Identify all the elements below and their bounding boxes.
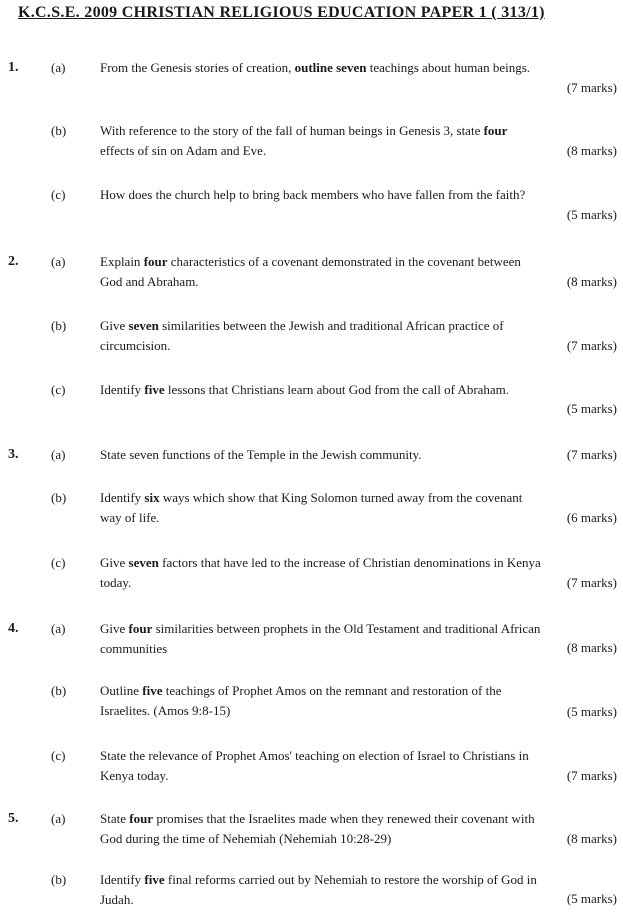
- question-text-line-2: Judah.: [100, 892, 134, 907]
- text-segment: teachings about human beings.: [366, 60, 531, 75]
- text-segment: Identify: [100, 382, 145, 397]
- question-text-line-1: [100, 621, 540, 637]
- marks-allocation: (7 marks): [566, 447, 617, 462]
- marks-allocation: (5 marks): [566, 891, 617, 906]
- question-number: 5.: [8, 811, 19, 826]
- bold-keyword: four: [143, 254, 168, 269]
- question-text-line-1: [100, 318, 504, 334]
- text-segment: Identify: [100, 872, 145, 887]
- marks-allocation: (7 marks): [566, 338, 617, 353]
- text-segment: teachings of Prophet Amos on the remnant and restoration of the: [162, 683, 502, 698]
- question-text-line-1: [100, 683, 501, 699]
- question-number: 1.: [8, 60, 19, 75]
- question-text-line-2: God during the time of Nehemiah (Nehemiah 10:28-29): [100, 831, 392, 846]
- part-letter: (b): [51, 683, 67, 698]
- marks-allocation: (5 marks): [566, 401, 617, 416]
- bold-keyword: six: [144, 490, 160, 505]
- question-text-line-1: [100, 123, 507, 139]
- text-segment: Give: [100, 555, 129, 570]
- text-segment: lessons that Christians learn about God from the call of Abraham.: [164, 382, 510, 397]
- question-text-line-1: [100, 872, 537, 888]
- question-text-line-1: [100, 555, 541, 571]
- part-letter: (c): [51, 187, 66, 202]
- text-segment: Outline: [100, 683, 143, 698]
- part-letter: (b): [51, 318, 67, 333]
- bold-keyword: seven: [128, 555, 159, 570]
- part-letter: (b): [51, 123, 67, 138]
- text-segment: ways which show that King Solomon turned away from the covenant: [159, 490, 523, 505]
- question-text-line-2: communities: [100, 641, 168, 656]
- part-letter: (c): [51, 555, 66, 570]
- question-text-line-1: [100, 382, 509, 398]
- question-text-line-2: Israelites. (Amos 9:8-15): [100, 703, 231, 718]
- text-segment: State: [100, 811, 130, 826]
- text-segment: final reforms carried out by Nehemiah to restore the worship of God in: [164, 872, 537, 887]
- question-text-line-1: [100, 811, 535, 827]
- part-letter: (a): [51, 811, 66, 826]
- part-letter: (b): [51, 872, 67, 887]
- question-text-line-2: circumcision.: [100, 338, 171, 353]
- question-text-line-1: [100, 447, 422, 463]
- question-text-line-2: today.: [100, 575, 132, 590]
- marks-allocation: (7 marks): [566, 80, 617, 95]
- part-letter: (a): [51, 621, 66, 636]
- marks-allocation: (8 marks): [566, 640, 617, 655]
- bold-keyword: seven: [128, 318, 159, 333]
- question-text-line-2: God and Abraham.: [100, 274, 199, 289]
- question-text-line-1: [100, 254, 521, 270]
- question-text-line-1: [100, 187, 525, 203]
- text-segment: characteristics of a covenant demonstrated in the covenant between: [167, 254, 521, 269]
- text-segment: factors that have led to the increase of Christian denominations in Kenya: [158, 555, 541, 570]
- question-text-line-2: effects of sin on Adam and Eve.: [100, 143, 267, 158]
- marks-allocation: (5 marks): [566, 704, 617, 719]
- marks-allocation: (5 marks): [566, 207, 617, 222]
- bold-keyword: four: [128, 621, 153, 636]
- question-text-line-2: Kenya today.: [100, 768, 169, 783]
- text-segment: From the Genesis stories of creation,: [100, 60, 295, 75]
- text-segment: promises that the Israelites made when they renewed their covenant with: [153, 811, 535, 826]
- marks-allocation: (8 marks): [566, 274, 617, 289]
- question-number: 3.: [8, 447, 19, 462]
- question-text-line-1: [100, 748, 529, 764]
- text-segment: Identify: [100, 490, 145, 505]
- text-segment: similarities between prophets in the Old Testament and traditional African: [152, 621, 541, 636]
- part-letter: (a): [51, 447, 66, 462]
- question-number: 4.: [8, 621, 19, 636]
- marks-allocation: (8 marks): [566, 143, 617, 158]
- marks-allocation: (7 marks): [566, 768, 617, 783]
- bold-keyword: outline seven: [294, 60, 367, 75]
- paper-title: K.C.S.E. 2009 CHRISTIAN RELIGIOUS EDUCATION PAPER 1 ( 313/1): [18, 4, 545, 21]
- text-segment: similarities between the Jewish and traditional African practice of: [158, 318, 504, 333]
- text-segment: How does the church help to bring back members who have fallen from the faith?: [100, 187, 526, 202]
- bold-keyword: five: [142, 683, 163, 698]
- part-letter: (a): [51, 254, 66, 269]
- text-segment: Explain: [100, 254, 144, 269]
- text-segment: State the relevance of Prophet Amos' teaching on election of Israel to Christians in: [100, 748, 529, 763]
- part-letter: (a): [51, 60, 66, 75]
- bold-keyword: five: [144, 382, 165, 397]
- part-letter: (c): [51, 748, 66, 763]
- part-letter: (b): [51, 490, 67, 505]
- marks-allocation: (8 marks): [566, 831, 617, 846]
- bold-keyword: four: [129, 811, 154, 826]
- question-text-line-1: [100, 60, 530, 76]
- question-text-line-1: [100, 490, 522, 506]
- text-segment: State seven functions of the Temple in the Jewish community.: [100, 447, 422, 462]
- question-text-line-2: way of life.: [100, 510, 160, 525]
- question-number: 2.: [8, 254, 19, 269]
- part-letter: (c): [51, 382, 66, 397]
- text-segment: Give: [100, 621, 129, 636]
- text-segment: With reference to the story of the fall of human beings in Genesis 3, state: [100, 123, 484, 138]
- bold-keyword: five: [144, 872, 165, 887]
- marks-allocation: (7 marks): [566, 575, 617, 590]
- text-segment: Give: [100, 318, 129, 333]
- marks-allocation: (6 marks): [566, 510, 617, 525]
- bold-keyword: four: [483, 123, 508, 138]
